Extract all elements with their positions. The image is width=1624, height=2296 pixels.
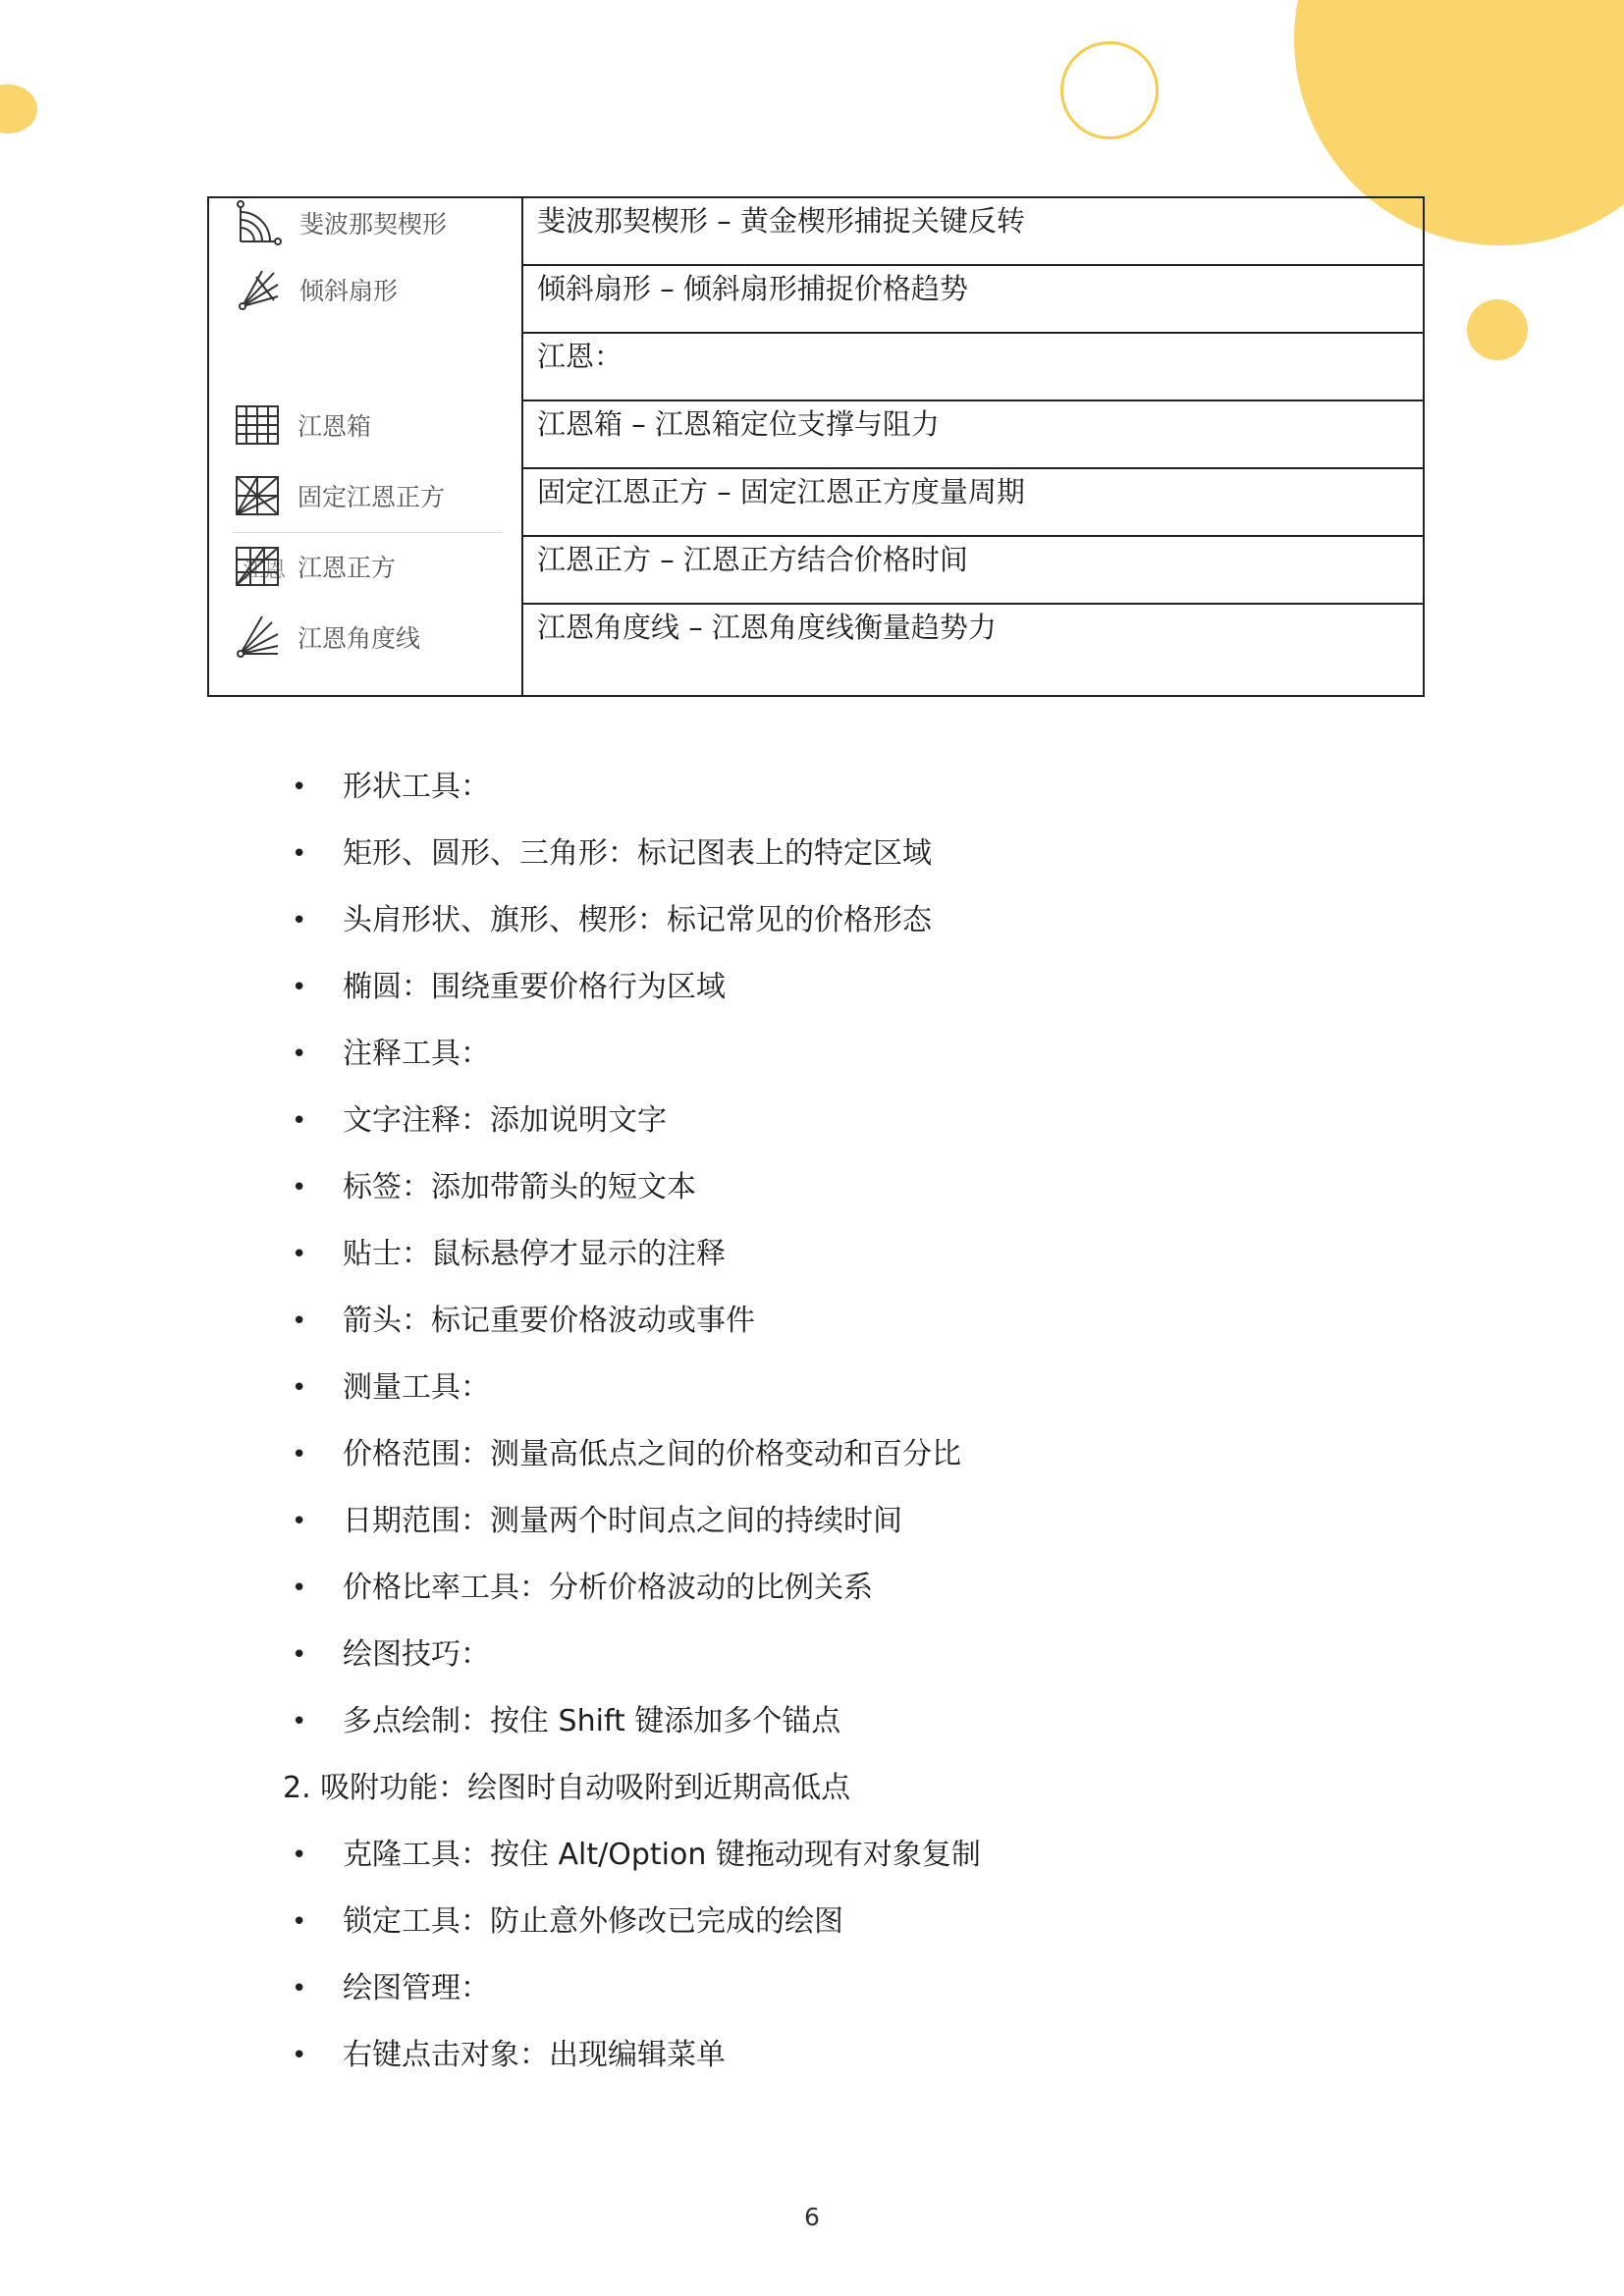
bullet-marker: • [292, 1507, 307, 1536]
list-item: 多点绘制：按住 Shift 键添加多个锚点 [343, 1704, 841, 1738]
bullet-marker: • [292, 1707, 307, 1736]
list-item: 矩形、圆形、三角形：标记图表上的特定区域 [343, 836, 932, 871]
bullet-marker: • [292, 1040, 307, 1069]
bullet-marker: • [292, 1173, 307, 1202]
bullet-marker: • [292, 773, 307, 802]
list-item: 注释工具： [343, 1037, 490, 1071]
list-item: 克隆工具：按住 Alt/Option 键拖动现有对象复制 [343, 1838, 981, 1872]
bullet-marker: • [292, 1640, 307, 1670]
menu-item-gann-fan [233, 613, 420, 662]
list-item: 锁定工具：防止意外修改已完成的绘图 [343, 1904, 843, 1939]
bullet-marker: • [292, 1841, 307, 1870]
menu-item-label: 斐波那契楔形 [299, 210, 448, 239]
gann-square-icon [233, 542, 282, 591]
bullet-marker: • [292, 1106, 307, 1136]
list-item: 右键点击对象：出现编辑菜单 [343, 2038, 726, 2072]
bullet-marker: • [292, 1907, 307, 1937]
table-row: 江恩箱 – 江恩箱定位支撑与阻力 [521, 401, 1423, 469]
bullet-marker: • [292, 1974, 307, 2003]
menu-item-gann-square [233, 542, 396, 591]
menu-item-label: 江恩正方 [298, 554, 397, 582]
list-item: 绘图管理： [343, 1971, 490, 2005]
bullet-marker: • [292, 1240, 307, 1269]
menu-item-gann-square-fixed [233, 471, 445, 520]
list-item: 标签：添加带箭头的短文本 [343, 1170, 696, 1204]
bullet-marker: • [292, 973, 307, 1002]
gann-box-icon [233, 400, 282, 450]
bullet-marker: • [292, 839, 307, 869]
bullet-marker: • [292, 1373, 307, 1403]
description-column [521, 198, 1423, 695]
table-row: 江恩： [521, 334, 1423, 401]
table-row: 江恩正方 – 江恩正方结合价格时间 [521, 537, 1423, 605]
page-number: 6 [804, 2203, 820, 2231]
table-row: 江恩角度线 – 江恩角度线衡量趋势力 [537, 611, 997, 644]
table-row: 斐波那契楔形 – 黄金楔形捕捉关键反转 [521, 198, 1423, 266]
list-item: 绘图技巧： [343, 1637, 490, 1672]
decor-circle-left [0, 84, 37, 133]
bullet-marker: • [292, 1307, 307, 1336]
bullet-marker: • [292, 906, 307, 935]
bullet-marker: • [292, 1440, 307, 1469]
table-row: 固定江恩正方 – 固定江恩正方度量周期 [521, 469, 1423, 537]
menu-item-label: 倾斜扇形 [299, 277, 399, 305]
decor-circle-ring [1060, 41, 1159, 139]
list-item: 形状工具： [343, 770, 490, 804]
menu-group-label: 江恩 [243, 559, 287, 583]
menu-item-label: 固定江恩正方 [298, 483, 446, 511]
menu-item-label: 江恩角度线 [298, 624, 421, 653]
menu-item-gann-box [233, 400, 371, 450]
decor-circle-small [1467, 299, 1528, 360]
list-item: 价格比率工具：分析价格波动的比例关系 [343, 1571, 873, 1605]
bullet-marker: • [292, 2041, 307, 2070]
table-row: 倾斜扇形 – 倾斜扇形捕捉价格趋势 [521, 266, 1423, 334]
list-item: 箭头：标记重要价格波动或事件 [343, 1304, 755, 1338]
list-item: 头肩形状、旗形、楔形：标记常见的价格形态 [343, 903, 932, 937]
gann-square-fixed-icon [233, 471, 282, 520]
bullet-marker: • [292, 1574, 307, 1603]
menu-item-label: 江恩箱 [298, 412, 372, 441]
list-item: 测量工具： [343, 1370, 490, 1405]
list-item: 文字注释：添加说明文字 [343, 1103, 667, 1138]
list-item: 日期范围：测量两个时间点之间的持续时间 [343, 1504, 902, 1538]
list-item: 2. 吸附功能：绘图时自动吸附到近期高低点 [283, 1771, 851, 1805]
gann-fan-icon [233, 613, 282, 662]
list-item: 椭圆：围绕重要价格行为区域 [343, 970, 726, 1004]
list-item: 价格范围：测量高低点之间的价格变动和百分比 [343, 1437, 961, 1471]
list-item: 贴士：鼠标悬停才显示的注释 [343, 1237, 726, 1271]
